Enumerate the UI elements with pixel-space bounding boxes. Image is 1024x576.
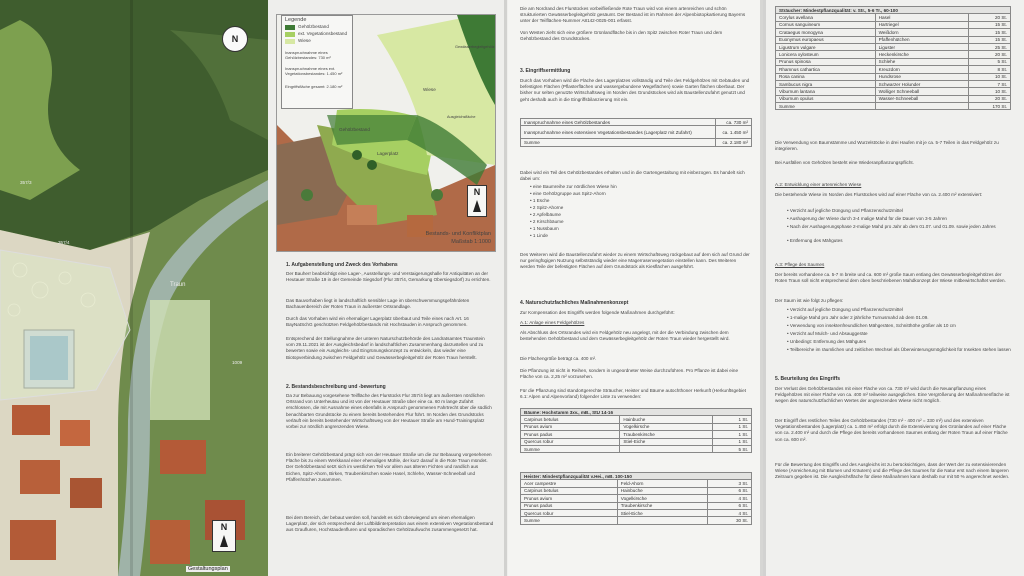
count: 1 St. [712, 431, 751, 438]
latin-name: Rhamnus cathartica [776, 66, 876, 73]
fold-line [504, 0, 507, 576]
german-name: Wasser-Schneeball [875, 95, 969, 102]
section5-heading: 5. Beurteilung des Eingriffs [775, 376, 841, 382]
german-name: Vogelkirsche [617, 495, 707, 502]
table-header-row [776, 7, 1011, 14]
count: 10 St. [969, 73, 1011, 80]
german-name: Traubenkirsche [617, 502, 707, 509]
section4-heading: 4. Naturschutzfachliches Maßnahmenkonzept [520, 300, 629, 306]
count: 1 St. [712, 438, 751, 445]
latin-name: Viburnum lantana [776, 88, 876, 95]
table-row [521, 438, 752, 445]
keep-item: • 2 Spitz-Ahorne [530, 205, 564, 210]
eingriff-value: ca. 1.450 m² [715, 126, 751, 139]
section1-para-4: Entsprechend der Stellungnahme der unteren Naturschutzbehörde des Landratsamtes Traunstein vom 29.11.2021 ist der Ausgleichsbedarf in landschaftlichen Zusammenhang darzustellen und zu bewerten sowie ein Ausgleichs- und Eingrünungskonzept zu entwickeln, das wieder eine Biotopverbindung zwischen Feldgehölz und Gewässerbegleitgehölz der Roten Traun herstellt. [286, 336, 485, 360]
eingriff-label: Inanspruchnahme eines Gehölzbestandes [521, 119, 716, 126]
eingriff-value: ca. 2.180 m² [715, 139, 751, 146]
legend-label-gehoelz: Gehölzbestand [298, 24, 329, 29]
keep-item: • eine Gehölzgruppe aus Spitz-Ahorn [530, 191, 606, 196]
a3-heading: A.3: Pflege des Saumes [775, 262, 825, 267]
german-name: Liguster [875, 43, 969, 50]
table-header-row [521, 409, 752, 416]
german-name: Hartriegel [875, 21, 969, 28]
trees-table [520, 408, 752, 453]
legend-title: Legende [285, 17, 307, 23]
intro-para-1: Die am Nordrand des Flurstückes vorbeifließende Rote Traun wird von einem artenreichen und schön strukturierten Gewässerbegleitgehölz gesäumt. Der Bestand ist im Rahmen der Alpenbiotopkartierung Bayerns unter der Teilflächen-Nummer A8142-0025-001 erfasst. [520, 6, 746, 24]
latin-name: Summe [521, 517, 618, 524]
table-row [776, 103, 1011, 110]
latin-name: Quercus robur [521, 509, 618, 516]
count: 20 St. [969, 14, 1011, 21]
legend-label-wiese: Wiese [298, 38, 311, 43]
plan-north-arrow [467, 185, 487, 217]
parcel-label-1: 357/4 [58, 240, 70, 245]
parcel-label-2: 1009 [232, 360, 243, 365]
table-row [521, 480, 752, 487]
a3-item: • Teilbereiche im räumlichen und zeitlichen Wechsel als Überwinterungsmöglichkeit für Insekten stehen lassen [787, 347, 1011, 352]
section1-para-3: Durch das Vorhaben wird ein ehemaliger Lagerplatz überbaut und Teile eines nach Art. 16 BayNatSchG geschützten Feldgehölzbestands mit Hochstauden in Anspruch genommen. [286, 316, 469, 328]
table-row [521, 509, 752, 516]
count: 15 St. [969, 36, 1011, 43]
latin-name: Corylus avellana [776, 14, 876, 21]
latin-name: Rosa canina [776, 73, 876, 80]
table-row [521, 423, 752, 430]
a3-text: Der bereits vorhandene ca. 5-7 m breite und ca. 600 m² große Saum entlang des Gewässerbegleitgehölzes der Roten Traun soll nicht entsprechend dem oben beschriebenen Mahdkonzept der Wiese mitbewirtschaftet werden. [775, 272, 1006, 284]
river-label: Traun [170, 282, 186, 288]
north-label-bottom: N [220, 522, 228, 532]
german-name: Kreuzdorn [875, 66, 969, 73]
section4-intro: Zur Kompensation des Eingriffs werden folgende Maßnahmen durchgeführt: [520, 310, 675, 315]
table-header-row [521, 473, 752, 480]
a2-item: • Nach der Aushagerungsphase 2-malige Mahd pro Jahr ab dem 01.07. und 01.09. sowie jeden Jahres [787, 224, 996, 229]
sheet-eingriffsermittlung [508, 0, 763, 576]
legend-swatch-wiese [285, 39, 295, 44]
shrubs-table-title: Sträucher: Mindestpflanzqualität: v. Str., 5-6 Tr., 60-100 [776, 7, 1011, 14]
plan-caption: Gestaltungsplan [188, 566, 228, 572]
trees-table-title: Bäume: Hochstamm 3xv., mB., StU 14-16 [521, 409, 752, 416]
table-row [521, 119, 752, 126]
table-row [521, 495, 752, 502]
after-table-2: Bei Ausfällen von Gehölzen besteht eine Wiederanpflanzungspflicht. [775, 160, 914, 165]
count: 25 St. [969, 43, 1011, 50]
latin-name: Summe [776, 103, 876, 110]
north-arrow-icon [220, 535, 228, 547]
bestandsplan-figure [276, 14, 496, 252]
latin-name: Lonicera xylosteum [776, 51, 876, 58]
a1-plant: Die Pflanzung ist nicht in Reihen, sondern in ungeordneter Weise durchzuführen. Pro Pflanze ist dabei eine Fläche von ca. 2,25 m² vorzusehen. [520, 368, 738, 380]
table-row [521, 487, 752, 494]
sheet-massnahmen [763, 0, 1024, 576]
count: 3 St. [707, 480, 751, 487]
latin-name: Viburnum opulus [776, 95, 876, 102]
count: 20 St. [969, 51, 1011, 58]
a2-item: • Verzicht auf jegliche Düngung und Pflanzenschutzmittel [787, 208, 904, 213]
german-name: Schwarzer Holunder [875, 80, 969, 87]
german-name [620, 445, 712, 452]
a1-text: Als Abschluss des Ortsrandes wird ein Feldgehölz neu angelegt, mit der die Verbindung zwischen dem bestehenden Gehölzbestand und dem Gewässerbegleitgehölz der Roten Traun wieder hergestellt wird. [520, 330, 730, 342]
count: 170 St. [969, 103, 1011, 110]
count: 4 St. [707, 509, 751, 516]
section2-para-2: Ein breiterer Gehölzbestand prägt sich von der Heutauer Straße um die zur Bebauung vorgesehenen Fläche bis zu einem Werkkanal einer ehemaligen Mühle, der kurz darauf in die Rote Traun mündet. Der Gehölzbestand setzt sich im westlichen Teil vor allem aus älteren Fichten und randlich aus Eichen, Spitz-Ahorn, Birken, Traubenkirschen sowie Hasel, Schlehe, Wasser-Schneeball und Pfaffenhütchen zusammen. [286, 452, 492, 482]
legend-swatch-vegetation [285, 32, 295, 37]
table-row [776, 58, 1011, 65]
parcel-label-3: 357/3 [20, 180, 32, 185]
latin-name: Ligustrum vulgare [776, 43, 876, 50]
keep-item: • 1 Linde [530, 233, 548, 238]
plan-label-lagerplatz: Lagerplatz [377, 151, 399, 156]
latin-name: Prunus padus [521, 431, 620, 438]
keep-item: • eine Baumreihe zur nördlichen Wiese hin [530, 184, 617, 189]
table-row [776, 36, 1011, 43]
shrubs-table [775, 6, 1011, 110]
german-name [617, 517, 707, 524]
german-name: Stiel-Eiche [617, 509, 707, 516]
map-sheet-gestaltungsplan [0, 0, 268, 576]
eingriff-value: ca. 730 m² [715, 119, 751, 126]
latin-name: Prunus avium [521, 423, 620, 430]
a3-item: • Verzicht auf Mulch- und Absauggeräte [787, 331, 868, 336]
german-name: Wolliger Schneeball [875, 88, 969, 95]
latin-name: Prunus padus [521, 502, 618, 509]
north-label: N [231, 34, 239, 44]
table-row [776, 88, 1011, 95]
section5-para-2: Der Eingriff des restlichen Teiles des Gehölzbestandes (730 m² - 400 m² = 330 m²) und des extensiven Vegetationsbestandes (Lagerplatz) ca. 1.450 m² erfolgt durch die Extensivierung des Grünlandes auf einer Fläche von ca. 2.400 m² und durch die Pflege des bereits vorhandenen Saumes entlang der Roten Traun auf einer Fläche von ca. 600 m². [775, 418, 1008, 442]
plan-label-gewaesser: Gewässerbegleitgehölz [455, 45, 495, 49]
table-row [776, 66, 1011, 73]
table-row [521, 416, 752, 423]
a1-heading: A.1: Anlage eines Feldgehölzes [520, 320, 585, 325]
latin-name: Quercus robur [521, 438, 620, 445]
german-name: Hainbuche [620, 416, 712, 423]
plan-north-arrow-icon [473, 200, 481, 212]
german-name: Vogelkirsche [620, 423, 712, 430]
count: 5 St. [969, 58, 1011, 65]
count: 6 St. [707, 502, 751, 509]
a1-size: Die Flächengröße beträgt ca. 400 m². [520, 356, 597, 361]
table-row [521, 126, 752, 139]
heister-table-title: Heister: Mindestpflanzqualität v.Hei., mB. 100-150 [521, 473, 752, 480]
count: 6 St. [707, 487, 751, 494]
north-arrow-bottom [212, 520, 236, 552]
a3-item: • Unbedingt: Entfernung des Mähgutes [787, 339, 866, 344]
a2-item: • Entfernung des Mähgutes [787, 238, 843, 243]
section2-heading: 2. Bestandsbeschreibung und -bewertung [286, 384, 386, 390]
a1-plant-2: Für die Pflanzung sind standortgerechte Sträucher, Heister und Bäume autochthoner Herkunft (Herkunftsgebiet 6.1: Alpen und Alpenvorland) folgender Liste zu verwenden: [520, 388, 746, 400]
count: 10 St. [969, 88, 1011, 95]
german-name: Hasel [875, 14, 969, 21]
count: 1 St. [712, 423, 751, 430]
german-name: Stiel-Eiche [620, 438, 712, 445]
table-row [521, 445, 752, 452]
count: 15 St. [969, 29, 1011, 36]
german-name [875, 103, 969, 110]
table-row [521, 502, 752, 509]
count: 7 St. [969, 80, 1011, 87]
keep-item: • 2 Apfelbäume [530, 212, 561, 217]
latin-name: Prunus spinosa [776, 58, 876, 65]
fold-line [130, 0, 133, 576]
intro-para-2: Von Westen zieht sich eine größere Grünlandfläche bis in den Spitz zwischen Roter Traun und dem Gehölzbestand des Grundstückes. [520, 30, 723, 42]
table-row [521, 431, 752, 438]
german-name: Pfaffenhütchen [875, 36, 969, 43]
a3-item: • Verwendung von insektenfreundlichen Mähgeräten, Schnitthöhe größer als 10 cm [787, 323, 956, 328]
eingriff-label: Summe [521, 139, 716, 146]
count: 1 St. [712, 416, 751, 423]
table-row [776, 21, 1011, 28]
plan-scale: Maßstab 1:1000 [451, 239, 491, 245]
plan-label-wiese: Wiese [423, 87, 436, 92]
table-row [776, 14, 1011, 21]
section3-para-1: Durch das Vorhaben wird die Fläche des Lagerplatzes vollständig und Teile des Feldgehölzes mit Gebäuden und befestigten Flächen (Pflasterflächen und wassergebundene Wegeflächen) sowie Garten flächen überbaut. Der bisher nur selten genutzte Wirtschaftsweg im Norden des Grundstückes wird als Baustellenzufahrt genutzt und geht deshalb auch in die Eingriffsbilanzierung mit ein. [520, 78, 750, 102]
keep-intro: Dabei wird ein Teil des Gehölzbestandes erhalten und in die Gartengestaltung mit einbezogen. Es handelt sich dabei um: [520, 170, 745, 182]
after-table-1: Die Verwendung von Baumstämme und Wurzelstöcke in drei Haufen mit je ca. 5-7 Teilen in das Feldgehölz zu integrieren. [775, 140, 999, 152]
section1-para-1: Der Bauherr beabsichtigt eine Lager-, Ausstellungs- und Verstaigerungshalle für Antiquitäten an der Heutauer Straße 19 in der Gemeinde Siegsdorf (Flur 357/4, Gemarkung Obersiegsdorf) zu errichten. [286, 271, 491, 283]
table-row [776, 43, 1011, 50]
north-arrow-top [222, 26, 248, 52]
fold-line [763, 0, 766, 576]
latin-name: Carpinus betulus [521, 416, 620, 423]
table-row [521, 517, 752, 524]
section2-para-3: Bei dem Bereich, der bebaut werden soll, handelt es sich überwiegend um einen ehemaligen Lagerplatz, der sich entsprechend der Luftbildinterpretation aus einem extensiven Vegetationsbestand aus Graufluren, Hochstaudenfluren und sporadischen Gehölzaufwuchs zusammengesetzt hat. [286, 515, 494, 533]
count: 20 St. [969, 95, 1011, 102]
a2-text: Die bestehende Wiese im Norden des Flurstückes wird auf einer Fläche von ca. 2.400 m² extensiviert: [775, 192, 983, 197]
legend-note-2: Inanspruchnahme eines ext. Vegetationsbestandes: 1.450 m² [285, 66, 343, 76]
german-name: Weißdorn [875, 29, 969, 36]
eingriff-table [520, 118, 752, 147]
table-row [776, 73, 1011, 80]
section1-heading: 1. Aufgabenstellung und Zweck des Vorhabens [286, 262, 398, 268]
latin-name: Sambucus nigra [776, 80, 876, 87]
latin-name: Euonymus europaeus [776, 36, 876, 43]
a3-item: • Verzicht auf jegliche Düngung und Pflanzenschutzmittel [787, 307, 904, 312]
german-name: Schlehe [875, 58, 969, 65]
table-row [776, 51, 1011, 58]
german-name: Heckenkirsche [875, 51, 969, 58]
plan-label-gehoelz: Gehölzbestand [339, 127, 370, 132]
count: 4 St. [707, 495, 751, 502]
section2-para-1: Da zur Bebauung vorgesehene Teilfläche des Flurstücks Flur 357/4 liegt am äußersten nördlichen Ortsrand von Unterheutau und ist von der Heutauer Straße über eine ca. 60 m lange Zufahrt erschlossen, die mit Ausnahme eines ebenfalls in Anspruch genommenen Fahrtrecht über die südlich benachbarten Grundstücke zu einem bereits bestehenden Flur führt. Im Norden des Grundstücks verläuft ein bereits bestehender Wirtschaftsweg von der Heutauer Straße am Hund-Trainingsplatz vorbei zur nördlich angrenzenden Wiese. [286, 393, 492, 430]
table-row [776, 29, 1011, 36]
section5-para-1: Der Verlust des Gehölzbestandes mit einer Fläche von ca. 730 m² wird durch die Neuanpflanzung eines Feldgehölzes mit einer Fläche von ca. 400 m² teilweise ausgeglichen. Eine Vergrößerung der Maßnahmenfläche ist wegen des naturschutzfachlichen Wertes der angrenzenden Wiese nicht möglich. [775, 386, 1010, 404]
a3-item: • 1-malige Mahd pro Jahr oder 2 jährliche Turnusmahd ab dem 01.09. [787, 315, 929, 320]
table-row [776, 95, 1011, 102]
german-name: Hainbuche [617, 487, 707, 494]
legend-box [281, 15, 353, 109]
legend-label-vegetation: ext. Vegetationsbestand [298, 31, 348, 36]
german-name: Traubenkirsche [620, 431, 712, 438]
sheet-bestandsplan [268, 0, 508, 576]
latin-name: Acer campestre [521, 480, 618, 487]
latin-name: Crataegus monogyna [776, 29, 876, 36]
eingriff-label: Inanspruchnahme eines extensiven Vegetationsbestandes (Lagerplatz mit Zufahrt) [521, 126, 716, 139]
latin-name: Summe [521, 445, 620, 452]
a2-heading: A.2: Entwicklung einer artenreichen Wiese [775, 182, 862, 187]
keep-outro: Des Weiteren wird die Baustellenzufahrt wieder zu einem Wirtschaftsweg rückgebaut auf dem sich auf Grund der nur geringfügigen Nutzung selbstständig wieder eine Magerrasenvegetation einstellen kann. Des Weiteren werden Teile der befestigten Flächen auf dem Grundstück als Kiesflächen ausgeführt. [520, 252, 750, 270]
legend-swatch-gehoelz [285, 25, 295, 30]
german-name: Hundsrose [875, 73, 969, 80]
german-name: Feld-Ahorn [617, 480, 707, 487]
keep-item: • 1 Esche [530, 198, 550, 203]
section3-heading: 3. Eingriffsermittlung [520, 68, 571, 74]
count: 15 St. [969, 21, 1011, 28]
keep-item: • 2 Kirschbäume [530, 219, 564, 224]
legend-note-1: Inanspruchnahme eines Gehölzbestandes: 730 m² [285, 50, 331, 60]
aerial-map [0, 0, 268, 576]
latin-name: Prunus avium [521, 495, 618, 502]
plan-label-ausgleich: Ausgleichsfläche [447, 115, 476, 119]
count: 8 St. [969, 66, 1011, 73]
keep-item: • 1 Nussbaum [530, 226, 559, 231]
plan-north-label: N [473, 187, 481, 197]
legend-note-3: Eingriffsfläche gesamt: 2.180 m² [285, 84, 343, 89]
plan-title: Bestands- und Konfliktplan [425, 231, 491, 237]
table-row [521, 139, 752, 146]
section1-para-2: Das Bauvorhaben liegt in landschaftlich sensibler Lage im überschwemmungsgefährdeten Bachauenbereich der Roten Traun in äußerster Ortsrandlage. [286, 298, 470, 310]
latin-name: Cornus sanguineum [776, 21, 876, 28]
count: 5 St. [712, 445, 751, 452]
a3-text-2: Der Saum ist wie folgt zu pflegen: [775, 298, 844, 303]
a2-item: • Aushagerung der Wiese durch 3-4 malige Mahd für die Dauer von 3-5 Jahren [787, 216, 947, 221]
heister-table [520, 472, 752, 525]
count: 30 St. [707, 517, 751, 524]
table-row [776, 80, 1011, 87]
latin-name: Carpinus betulus [521, 487, 618, 494]
section5-para-3: Für die Bewertung des Eingriffs und des Ausgleichs ist zu berücksichtigen, dass der Wert der zu extensivierenden Wiese (Anreicherung mit Blumen und Kräutern) und die Pflege des Saumes für die Natur erst nach einem längeren Zeitraum gegeben ist. Die Ausgleichsfläche für diese Maßnahmen kann deshalb nur mit 50 % angerechnet werden. [775, 462, 1010, 480]
